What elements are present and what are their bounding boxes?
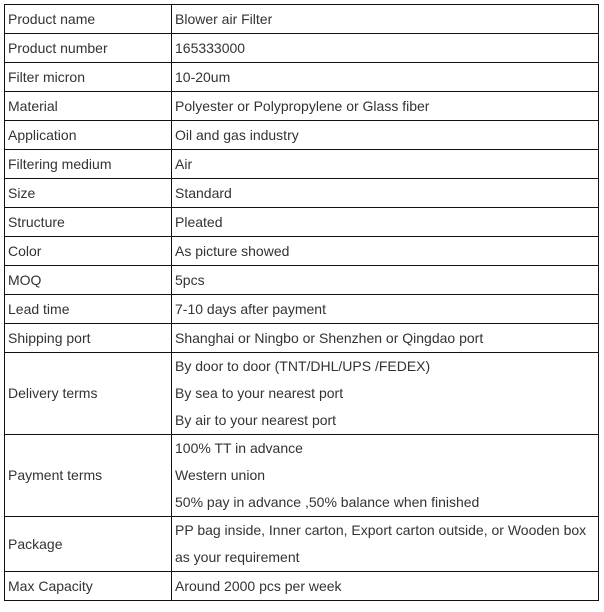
spec-value-line: PP bag inside, Inner carton, Export carton outside, or Wooden box (175, 522, 587, 538)
spec-value-line: Around 2000 pcs per week (175, 577, 342, 594)
spec-value (172, 517, 599, 572)
spec-value-line: 7-10 days after payment (175, 300, 326, 317)
spec-value (172, 237, 599, 266)
spec-value-line: As picture showed (175, 242, 290, 259)
spec-value (172, 295, 599, 324)
table-row (5, 5, 599, 34)
table-row (5, 121, 599, 150)
spec-label: Payment terms (5, 435, 172, 517)
table-row (5, 150, 599, 179)
spec-value-line: 165333000 (175, 39, 246, 56)
table-row (5, 353, 599, 435)
spec-value (172, 150, 599, 179)
spec-label: MOQ (5, 266, 172, 295)
table-row (5, 237, 599, 266)
spec-value (172, 34, 599, 63)
spec-value-line: as your requirement (175, 549, 300, 565)
table-row (5, 63, 599, 92)
spec-value (172, 353, 599, 435)
spec-value (172, 92, 599, 121)
table-row (5, 572, 599, 601)
spec-value-line: 10-20um (175, 68, 231, 85)
spec-label: Package (5, 517, 172, 572)
table-row (5, 179, 599, 208)
spec-label: Lead time (5, 295, 172, 324)
spec-value-line: Pleated (175, 213, 223, 230)
spec-value-line: Western union (175, 467, 266, 483)
spec-label: Filter micron (5, 63, 172, 92)
spec-label: Application (5, 121, 172, 150)
spec-label: Shipping port (5, 324, 172, 353)
spec-value-line: Standard (175, 184, 232, 201)
spec-value-line: By sea to your nearest port (175, 385, 344, 401)
spec-label: Product number (5, 34, 172, 63)
spec-value (172, 179, 599, 208)
spec-value (172, 324, 599, 353)
table-row (5, 295, 599, 324)
table-row (5, 324, 599, 353)
spec-value (172, 266, 599, 295)
spec-value-line: 100% TT in advance (175, 440, 303, 456)
spec-value-line: By door to door (TNT/DHL/UPS /FEDEX) (175, 358, 431, 374)
spec-value (172, 5, 599, 34)
spec-label: Structure (5, 208, 172, 237)
spec-value-line: Blower air Filter (175, 10, 273, 27)
product-spec-table (4, 4, 599, 601)
spec-label: Product name (5, 5, 172, 34)
spec-label: Material (5, 92, 172, 121)
table-row (5, 266, 599, 295)
spec-value-line: Shanghai or Ningbo or Shenzhen or Qingdao port (175, 329, 484, 346)
table-row (5, 92, 599, 121)
table-row (5, 208, 599, 237)
table-row (5, 435, 599, 517)
spec-value-line: By air to your nearest port (175, 412, 337, 428)
spec-label: Filtering medium (5, 150, 172, 179)
table-row (5, 517, 599, 572)
spec-label: Max Capacity (5, 572, 172, 601)
table-row (5, 34, 599, 63)
spec-value-line: 5pcs (175, 271, 205, 288)
spec-value (172, 435, 599, 517)
spec-label: Delivery terms (5, 353, 172, 435)
spec-value-line: Air (175, 155, 193, 172)
spec-value-line: 50% pay in advance ,50% balance when finished (175, 494, 480, 510)
spec-value-line: Polyester or Polypropylene or Glass fiber (175, 97, 430, 114)
spec-label: Color (5, 237, 172, 266)
spec-label: Size (5, 179, 172, 208)
spec-value (172, 572, 599, 601)
spec-value (172, 208, 599, 237)
spec-table-body (5, 5, 599, 601)
spec-value (172, 63, 599, 92)
spec-value-line: Oil and gas industry (175, 126, 299, 143)
spec-value (172, 121, 599, 150)
